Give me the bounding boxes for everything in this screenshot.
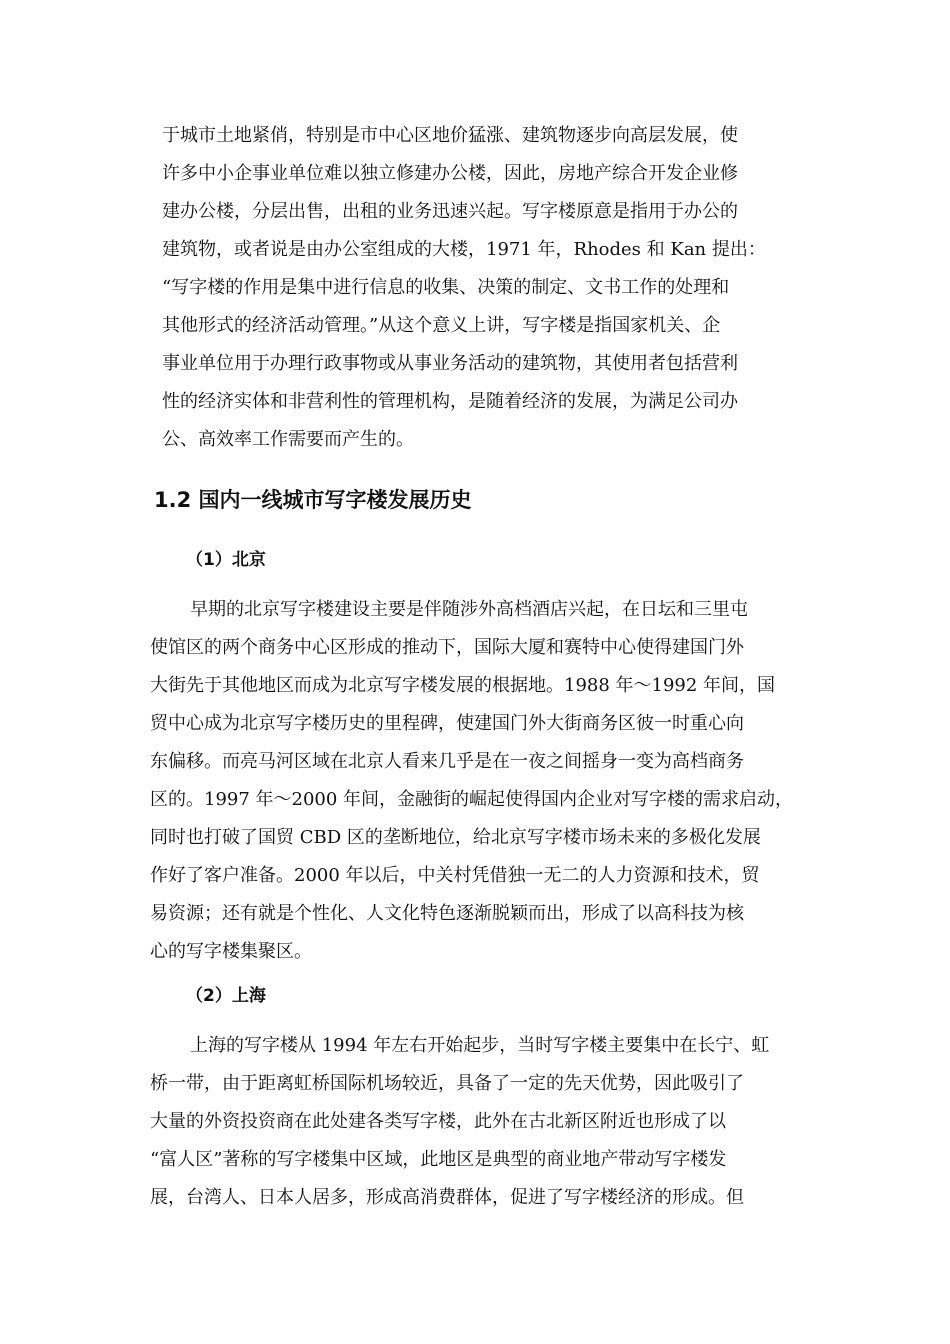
text-line: 上海的写字楼从 1994 年左右开始起步，当时写字楼主要集中在长宁、虹 — [190, 1035, 770, 1056]
text-line: 贸中心成为北京写字楼历史的里程碑，使建国门外大街商务区彼一时重心向 — [150, 713, 744, 734]
text-line: 易资源；还有就是个性化、人文化特色逐渐脱颖而出，形成了以高科技为核 — [150, 903, 744, 924]
text-line: 其他形式的经济活动管理。”从这个意义上讲，写字楼是指国家机关、企 — [162, 315, 721, 336]
text-line: 建办公楼，分层出售，出租的业务迅速兴起。写字楼原意是指用于办公的 — [162, 201, 738, 222]
text-line: 东偏移。而亮马河区域在北京人看来几乎是在一夜之间摇身一变为高档商务 — [150, 751, 744, 772]
subsection-title-beijing: （1）北京 — [186, 550, 266, 570]
text-line: 区的。1997 年～2000 年间，金融街的崛起使得国内企业对写字楼的需求启动， — [150, 789, 794, 810]
text-line: 展，台湾人、日本人居多，形成高消费群体，促进了写字楼经济的形成。但 — [150, 1187, 744, 1208]
text-line: 公、高效率工作需要而产生的。 — [162, 429, 414, 450]
text-line: “写字楼的作用是集中进行信息的收集、决策的制定、文书工作的处理和 — [162, 277, 730, 298]
text-line: “富人区”著称的写字楼集中区域，此地区是典型的商业地产带动写字楼发 — [150, 1149, 727, 1170]
text-line: 同时也打破了国贸 CBD 区的垄断地位，给北京写字楼市场未来的多极化发展 — [150, 827, 761, 848]
text-line: 大街先于其他地区而成为北京写字楼发展的根据地。1988 年～1992 年间，国 — [150, 675, 776, 696]
text-line: 心的写字楼集聚区。 — [150, 941, 312, 962]
text-line: 许多中小企事业单位难以独立修建办公楼，因此，房地产综合开发企业修 — [162, 163, 738, 184]
text-line: 性的经济实体和非营利性的管理机构，是随着经济的发展，为满足公司办 — [162, 391, 738, 412]
text-line: 建筑物，或者说是由办公室组成的大楼，1971 年，Rhodes 和 Kan 提出： — [162, 239, 766, 260]
text-line: 大量的外资投资商在此处建各类写字楼，此外在古北新区附近也形成了以 — [150, 1111, 726, 1132]
text-line: 早期的北京写字楼建设主要是伴随涉外高档酒店兴起，在日坛和三里屯 — [190, 599, 748, 620]
text-line: 事业单位用于办理行政事物或从事业务活动的建筑物，其使用者包括营利 — [162, 353, 738, 374]
subsection-title-shanghai: （2）上海 — [186, 986, 266, 1006]
text-line: 于城市土地紧俏，特别是市中心区地价猛涨、建筑物逐步向高层发展，使 — [162, 125, 738, 146]
text-line: 桥一带，由于距离虹桥国际机场较近，具备了一定的先天优势，因此吸引了 — [150, 1073, 744, 1094]
text-line: 使馆区的两个商务中心区形成的推动下，国际大厦和赛特中心使得建国门外 — [150, 637, 744, 658]
text-line: 作好了客户准备。2000 年以后，中关村凭借独一无二的人力资源和技术，贸 — [150, 865, 760, 886]
section-heading: 1.2 国内一线城市写字楼发展历史 — [154, 488, 472, 512]
